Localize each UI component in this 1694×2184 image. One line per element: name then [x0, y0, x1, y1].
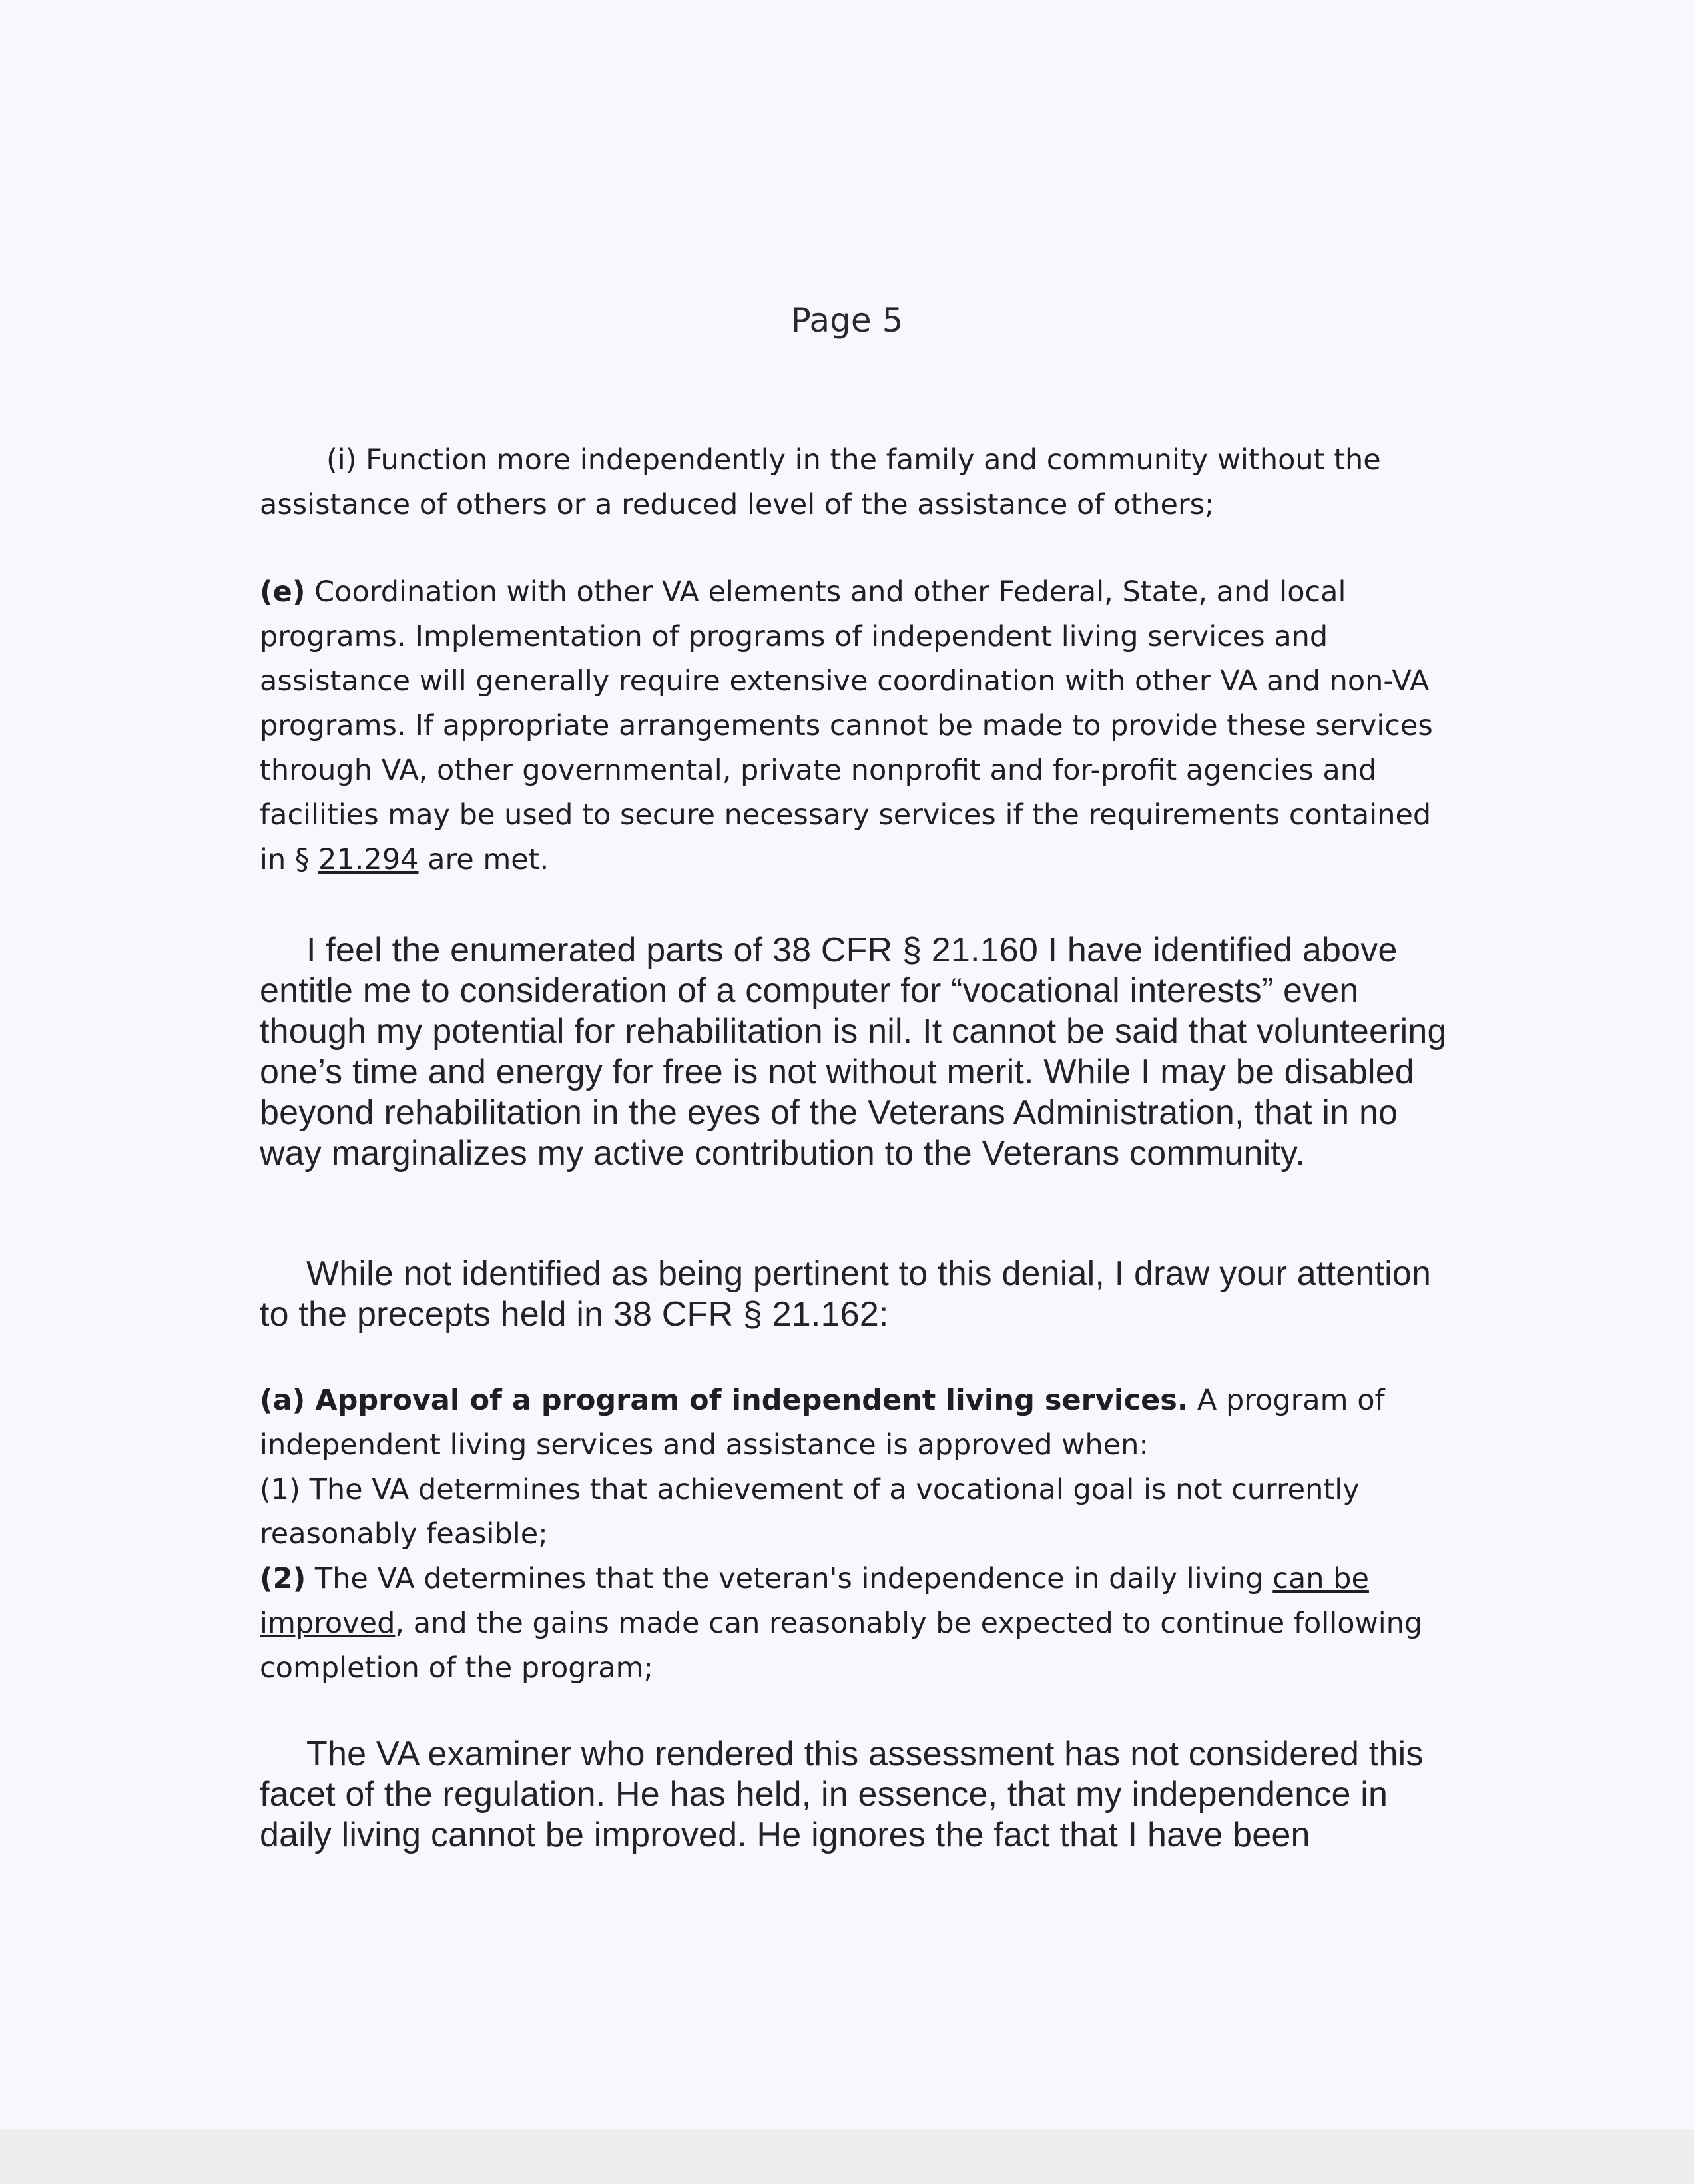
regulation-paragraph-a	[260, 1378, 1458, 1691]
paragraph-a-item-1: (1) The VA determines that achievement of a vocational goal is not currently reasonably feasible;	[260, 1473, 1360, 1551]
paragraph-e-text: Coordination with other VA elements and other Federal, State, and local programs. Implementation of programs of independent living services and assistance will generally require extensive coordination with other VA and non-VA programs. If appropriate arrangements cannot be made to provide these services through VA, other governmental, private nonprofit and for-profit agencies and facilities may be used to secure necessary services if the requirements contained in §	[260, 575, 1433, 876]
item-2-tail: , and the gains made can reasonably be expected to continue following completion of the program;	[260, 1607, 1423, 1685]
paragraph-i-text: Function more independently in the family and community without the assistance of others or a reduced level of the assistance of others;	[260, 443, 1381, 521]
page-number-header: Page 5	[790, 301, 904, 340]
letter-paragraph-2: While not identified as being pertinent to this denial, I draw your attention to the precepts held in 38 CFR § 21.162:	[260, 1254, 1432, 1334]
paragraph-a-heading: Approval of a program of independent living services.	[305, 1384, 1189, 1417]
letter-paragraph-3: The VA examiner who rendered this assessment has not considered this facet of the regulation. He has held, in essence, that my independence in daily living cannot be improved. He ignores the fact that I have been	[260, 1735, 1424, 1854]
paragraph-a-intro	[260, 1378, 1458, 1468]
letter-paragraph-1: I feel the enumerated parts of 38 CFR § 21.160 I have identified above entitle me to consideration of a computer for “vocational interests” even though my potential for rehabilitation is nil. It cannot be said that volunteering one’s time and energy for free is not without merit. While I may be disabled beyond rehabilitation in the eyes of the Veterans Administration, that in no way marginalizes my active contribution to the Veterans community.	[260, 931, 1447, 1173]
paragraph-a-item-2	[260, 1557, 1458, 1691]
paragraph-i-label: (i)	[326, 443, 357, 477]
item-2-label: (2)	[260, 1562, 306, 1595]
paragraph-e-tail: are met.	[418, 843, 549, 876]
paragraph-a-text: A program of independent living services and assistance is approved when:	[260, 1384, 1385, 1462]
section-21-294-link[interactable]: 21.294	[318, 843, 419, 876]
paragraph-e-label: (e)	[260, 575, 306, 609]
item-2-underlined-phrase: can be improved	[260, 1562, 1369, 1640]
paragraph-a-label: (a)	[260, 1384, 306, 1417]
scan-bottom-edge	[0, 2129, 1694, 2184]
regulation-paragraph-e	[260, 570, 1458, 882]
item-2-text: The VA determines that the veteran's independence in daily living	[306, 1562, 1273, 1595]
regulation-paragraph-i	[260, 438, 1458, 527]
